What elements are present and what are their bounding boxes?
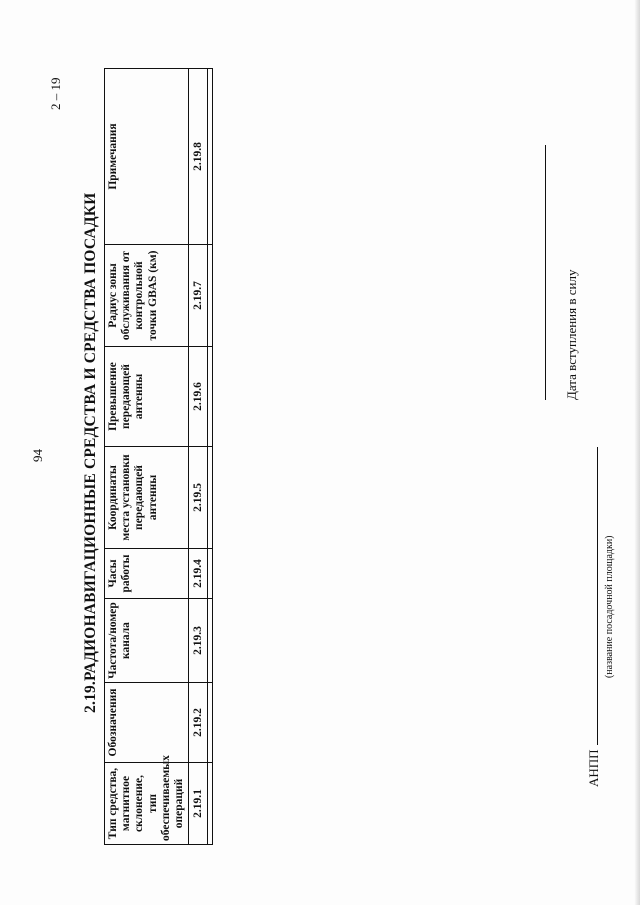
table-cell[interactable]: [208, 245, 213, 347]
column-number: 2.19.8: [189, 69, 208, 245]
table-cell[interactable]: [208, 599, 213, 683]
header-cell: Частота/номер канала: [105, 599, 189, 683]
table-cell[interactable]: [208, 347, 213, 447]
aerodrome-name-caption: (название посадочной площадки): [604, 535, 615, 678]
aerodrome-label: АНПП: [586, 749, 601, 787]
column-number: 2.19.1: [189, 763, 208, 845]
column-number: 2.19.4: [189, 549, 208, 599]
column-number: 2.19.5: [189, 447, 208, 549]
header-cell: Радиус зоны обслуживания от контрольной точки GBAS (км): [105, 245, 189, 347]
table-numbering-row: [189, 69, 208, 845]
table-row: [208, 69, 213, 845]
header-cell: Превышение передающей антенны: [105, 347, 189, 447]
table-cell[interactable]: [208, 549, 213, 599]
header-cell: Координаты места установки передающей антенны: [105, 447, 189, 549]
effective-date-line[interactable]: [545, 145, 546, 400]
page-reference: 2 – 19: [48, 77, 63, 110]
radionav-table: [104, 68, 213, 845]
header-cell: Тип средства, магнитное склонение, тип обеспечиваемых операций: [105, 763, 189, 845]
header-cell: Примечания: [105, 69, 189, 245]
table-cell[interactable]: [208, 447, 213, 549]
table-cell[interactable]: [208, 683, 213, 763]
column-number: 2.19.7: [189, 245, 208, 347]
section-title: 2.19.РАДИОНАВИГАЦИОННЫЕ СРЕДСТВА И СРЕДСТВА ПОСАДКИ: [82, 192, 99, 713]
table-header-row: [105, 69, 189, 845]
column-number: 2.19.3: [189, 599, 208, 683]
effective-date-label: Дата вступления в силу: [564, 269, 579, 400]
column-number: 2.19.6: [189, 347, 208, 447]
header-cell: Часы работы: [105, 549, 189, 599]
page-number: 94: [30, 449, 45, 462]
table-cell[interactable]: [208, 69, 213, 245]
header-cell: Обозначения: [105, 683, 189, 763]
column-number: 2.19.2: [189, 683, 208, 763]
aerodrome-name-line[interactable]: [597, 447, 598, 745]
table-cell[interactable]: [208, 763, 213, 845]
